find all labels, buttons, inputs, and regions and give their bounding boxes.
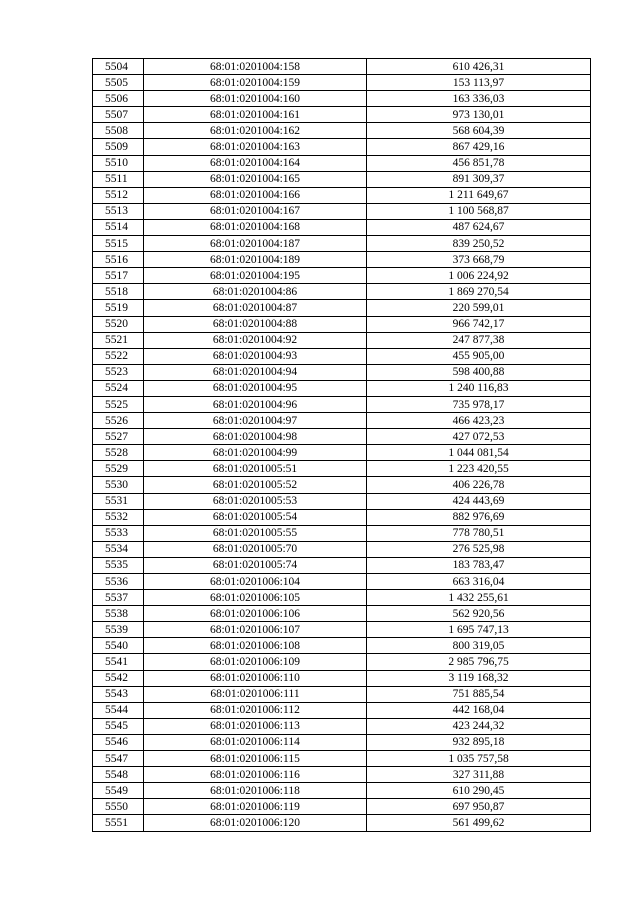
cadastral-number-cell: 68:01:0201004:187 <box>144 236 367 252</box>
row-number-cell: 5526 <box>93 413 144 429</box>
table-row <box>93 815 591 831</box>
row-number-cell: 5513 <box>93 203 144 219</box>
table-row <box>93 751 591 767</box>
cadastral-number-cell: 68:01:0201006:118 <box>144 783 367 799</box>
cadastral-number-cell: 68:01:0201006:119 <box>144 799 367 815</box>
row-number-cell: 5509 <box>93 139 144 155</box>
row-number-cell: 5523 <box>93 364 144 380</box>
cadastral-number-cell: 68:01:0201006:113 <box>144 718 367 734</box>
table-row <box>93 300 591 316</box>
table-row <box>93 799 591 815</box>
cadastral-number-cell: 68:01:0201004:95 <box>144 380 367 396</box>
cadastral-value-cell: 466 423,23 <box>367 413 591 429</box>
table-row <box>93 59 591 75</box>
table-row <box>93 638 591 654</box>
cadastral-value-cell: 1 035 757,58 <box>367 751 591 767</box>
table-row <box>93 123 591 139</box>
cadastral-number-cell: 68:01:0201004:86 <box>144 284 367 300</box>
row-number-cell: 5525 <box>93 396 144 412</box>
table-row <box>93 75 591 91</box>
table-row <box>93 219 591 235</box>
cadastral-number-cell: 68:01:0201004:94 <box>144 364 367 380</box>
table-row <box>93 316 591 332</box>
cadastral-value-cell: 163 336,03 <box>367 91 591 107</box>
cadastral-value-cell: 3 119 168,32 <box>367 670 591 686</box>
table-row <box>93 155 591 171</box>
cadastral-number-cell: 68:01:0201004:167 <box>144 203 367 219</box>
cadastral-value-cell: 973 130,01 <box>367 107 591 123</box>
cadastral-value-cell: 1 223 420,55 <box>367 461 591 477</box>
cadastral-number-cell: 68:01:0201004:159 <box>144 75 367 91</box>
cadastral-number-cell: 68:01:0201004:88 <box>144 316 367 332</box>
row-number-cell: 5547 <box>93 751 144 767</box>
cadastral-number-cell: 68:01:0201006:107 <box>144 622 367 638</box>
cadastral-value-cell: 406 226,78 <box>367 477 591 493</box>
table-row <box>93 380 591 396</box>
row-number-cell: 5505 <box>93 75 144 91</box>
cadastral-value-cell: 1 695 747,13 <box>367 622 591 638</box>
row-number-cell: 5548 <box>93 767 144 783</box>
cadastral-value-cell: 610 426,31 <box>367 59 591 75</box>
cadastral-value-cell: 455 905,00 <box>367 348 591 364</box>
cadastral-number-cell: 68:01:0201004:97 <box>144 413 367 429</box>
cadastral-value-cell: 427 072,53 <box>367 429 591 445</box>
cadastral-value-cell: 932 895,18 <box>367 734 591 750</box>
cadastral-number-cell: 68:01:0201004:162 <box>144 123 367 139</box>
cadastral-number-cell: 68:01:0201005:51 <box>144 461 367 477</box>
cadastral-number-cell: 68:01:0201006:115 <box>144 751 367 767</box>
table-row <box>93 477 591 493</box>
row-number-cell: 5543 <box>93 686 144 702</box>
cadastral-number-cell: 68:01:0201006:105 <box>144 590 367 606</box>
cadastral-value-cell: 568 604,39 <box>367 123 591 139</box>
table-row <box>93 332 591 348</box>
cadastral-number-cell: 68:01:0201006:106 <box>144 606 367 622</box>
cadastral-value-cell: 697 950,87 <box>367 799 591 815</box>
cadastral-number-cell: 68:01:0201006:114 <box>144 734 367 750</box>
row-number-cell: 5540 <box>93 638 144 654</box>
row-number-cell: 5507 <box>93 107 144 123</box>
cadastral-value-cell: 327 311,88 <box>367 767 591 783</box>
cadastral-number-cell: 68:01:0201004:98 <box>144 429 367 445</box>
row-number-cell: 5511 <box>93 171 144 187</box>
table-row <box>93 541 591 557</box>
row-number-cell: 5515 <box>93 236 144 252</box>
cadastral-number-cell: 68:01:0201006:111 <box>144 686 367 702</box>
cadastral-number-cell: 68:01:0201004:163 <box>144 139 367 155</box>
table-row <box>93 252 591 268</box>
cadastral-number-cell: 68:01:0201005:70 <box>144 541 367 557</box>
row-number-cell: 5551 <box>93 815 144 831</box>
table-row <box>93 622 591 638</box>
cadastral-number-cell: 68:01:0201004:160 <box>144 91 367 107</box>
cadastral-number-cell: 68:01:0201004:161 <box>144 107 367 123</box>
cadastral-number-cell: 68:01:0201006:108 <box>144 638 367 654</box>
cadastral-value-cell: 1 869 270,54 <box>367 284 591 300</box>
cadastral-value-cell: 891 309,37 <box>367 171 591 187</box>
cadastral-number-cell: 68:01:0201004:99 <box>144 445 367 461</box>
table-row <box>93 767 591 783</box>
cadastral-number-cell: 68:01:0201004:93 <box>144 348 367 364</box>
cadastral-value-cell: 276 525,98 <box>367 541 591 557</box>
table-row <box>93 525 591 541</box>
cadastral-number-cell: 68:01:0201005:53 <box>144 493 367 509</box>
row-number-cell: 5529 <box>93 461 144 477</box>
row-number-cell: 5510 <box>93 155 144 171</box>
table-row <box>93 91 591 107</box>
table-row <box>93 590 591 606</box>
cadastral-value-cell: 183 783,47 <box>367 557 591 573</box>
row-number-cell: 5527 <box>93 429 144 445</box>
cadastral-number-cell: 68:01:0201005:52 <box>144 477 367 493</box>
cadastral-value-cell: 778 780,51 <box>367 525 591 541</box>
row-number-cell: 5528 <box>93 445 144 461</box>
cadastral-value-cell: 1 100 568,87 <box>367 203 591 219</box>
row-number-cell: 5539 <box>93 622 144 638</box>
row-number-cell: 5508 <box>93 123 144 139</box>
cadastral-number-cell: 68:01:0201006:112 <box>144 702 367 718</box>
cadastral-value-cell: 1 240 116,83 <box>367 380 591 396</box>
table-row <box>93 236 591 252</box>
row-number-cell: 5544 <box>93 702 144 718</box>
table-row <box>93 187 591 203</box>
cadastral-number-cell: 68:01:0201006:110 <box>144 670 367 686</box>
cadastral-number-cell: 68:01:0201004:165 <box>144 171 367 187</box>
table-row <box>93 606 591 622</box>
table-row <box>93 654 591 670</box>
cadastral-number-cell: 68:01:0201004:189 <box>144 252 367 268</box>
table-row <box>93 686 591 702</box>
cadastral-value-cell: 867 429,16 <box>367 139 591 155</box>
cadastral-value-cell: 882 976,69 <box>367 509 591 525</box>
cadastral-value-cell: 562 920,56 <box>367 606 591 622</box>
cadastral-value-cell: 373 668,79 <box>367 252 591 268</box>
cadastral-number-cell: 68:01:0201004:166 <box>144 187 367 203</box>
cadastral-number-cell: 68:01:0201006:109 <box>144 654 367 670</box>
cadastral-number-cell: 68:01:0201004:87 <box>144 300 367 316</box>
cadastral-value-cell: 1 044 081,54 <box>367 445 591 461</box>
cadastral-value-cell: 247 877,38 <box>367 332 591 348</box>
table-row <box>93 493 591 509</box>
row-number-cell: 5524 <box>93 380 144 396</box>
row-number-cell: 5537 <box>93 590 144 606</box>
table-row <box>93 429 591 445</box>
row-number-cell: 5546 <box>93 734 144 750</box>
row-number-cell: 5538 <box>93 606 144 622</box>
cadastral-number-cell: 68:01:0201006:120 <box>144 815 367 831</box>
row-number-cell: 5542 <box>93 670 144 686</box>
cadastral-value-cell: 423 244,32 <box>367 718 591 734</box>
cadastral-value-cell: 2 985 796,75 <box>367 654 591 670</box>
cadastral-value-cell: 800 319,05 <box>367 638 591 654</box>
table-row <box>93 783 591 799</box>
cadastral-value-cell: 1 211 649,67 <box>367 187 591 203</box>
table-row <box>93 445 591 461</box>
row-number-cell: 5517 <box>93 268 144 284</box>
cadastral-value-cell: 442 168,04 <box>367 702 591 718</box>
table-row <box>93 284 591 300</box>
row-number-cell: 5536 <box>93 574 144 590</box>
cadastral-value-cell: 610 290,45 <box>367 783 591 799</box>
row-number-cell: 5531 <box>93 493 144 509</box>
row-number-cell: 5530 <box>93 477 144 493</box>
table-row <box>93 509 591 525</box>
table-row <box>93 734 591 750</box>
cadastral-value-cell: 153 113,97 <box>367 75 591 91</box>
row-number-cell: 5520 <box>93 316 144 332</box>
row-number-cell: 5512 <box>93 187 144 203</box>
table-row <box>93 268 591 284</box>
table-row <box>93 139 591 155</box>
cadastral-value-table <box>92 58 591 832</box>
cadastral-value-cell: 966 742,17 <box>367 316 591 332</box>
cadastral-value-cell: 487 624,67 <box>367 219 591 235</box>
cadastral-number-cell: 68:01:0201004:158 <box>144 59 367 75</box>
row-number-cell: 5522 <box>93 348 144 364</box>
cadastral-value-cell: 220 599,01 <box>367 300 591 316</box>
cadastral-number-cell: 68:01:0201005:74 <box>144 557 367 573</box>
cadastral-number-cell: 68:01:0201004:168 <box>144 219 367 235</box>
row-number-cell: 5532 <box>93 509 144 525</box>
cadastral-value-cell: 735 978,17 <box>367 396 591 412</box>
cadastral-number-cell: 68:01:0201005:54 <box>144 509 367 525</box>
table-row <box>93 396 591 412</box>
cadastral-number-cell: 68:01:0201004:96 <box>144 396 367 412</box>
cadastral-number-cell: 68:01:0201004:92 <box>144 332 367 348</box>
table-row <box>93 702 591 718</box>
row-number-cell: 5504 <box>93 59 144 75</box>
cadastral-value-cell: 598 400,88 <box>367 364 591 380</box>
row-number-cell: 5533 <box>93 525 144 541</box>
row-number-cell: 5534 <box>93 541 144 557</box>
table-row <box>93 574 591 590</box>
cadastral-value-cell: 561 499,62 <box>367 815 591 831</box>
cadastral-value-cell: 663 316,04 <box>367 574 591 590</box>
row-number-cell: 5519 <box>93 300 144 316</box>
table-row <box>93 107 591 123</box>
cadastral-number-cell: 68:01:0201005:55 <box>144 525 367 541</box>
cadastral-value-cell: 751 885,54 <box>367 686 591 702</box>
table-row <box>93 348 591 364</box>
row-number-cell: 5535 <box>93 557 144 573</box>
cadastral-value-cell: 456 851,78 <box>367 155 591 171</box>
table-row <box>93 670 591 686</box>
cadastral-value-cell: 839 250,52 <box>367 236 591 252</box>
cadastral-value-cell: 1 006 224,92 <box>367 268 591 284</box>
cadastral-number-cell: 68:01:0201006:104 <box>144 574 367 590</box>
table-row <box>93 171 591 187</box>
row-number-cell: 5550 <box>93 799 144 815</box>
table-row <box>93 203 591 219</box>
table-row <box>93 364 591 380</box>
cadastral-value-cell: 1 432 255,61 <box>367 590 591 606</box>
row-number-cell: 5541 <box>93 654 144 670</box>
table-row <box>93 557 591 573</box>
table-row <box>93 718 591 734</box>
cadastral-number-cell: 68:01:0201004:195 <box>144 268 367 284</box>
table-row <box>93 461 591 477</box>
table-row <box>93 413 591 429</box>
cadastral-number-cell: 68:01:0201004:164 <box>144 155 367 171</box>
row-number-cell: 5545 <box>93 718 144 734</box>
row-number-cell: 5514 <box>93 219 144 235</box>
cadastral-number-cell: 68:01:0201006:116 <box>144 767 367 783</box>
row-number-cell: 5518 <box>93 284 144 300</box>
cadastral-value-cell: 424 443,69 <box>367 493 591 509</box>
row-number-cell: 5521 <box>93 332 144 348</box>
row-number-cell: 5506 <box>93 91 144 107</box>
row-number-cell: 5549 <box>93 783 144 799</box>
table-body <box>93 59 591 832</box>
row-number-cell: 5516 <box>93 252 144 268</box>
